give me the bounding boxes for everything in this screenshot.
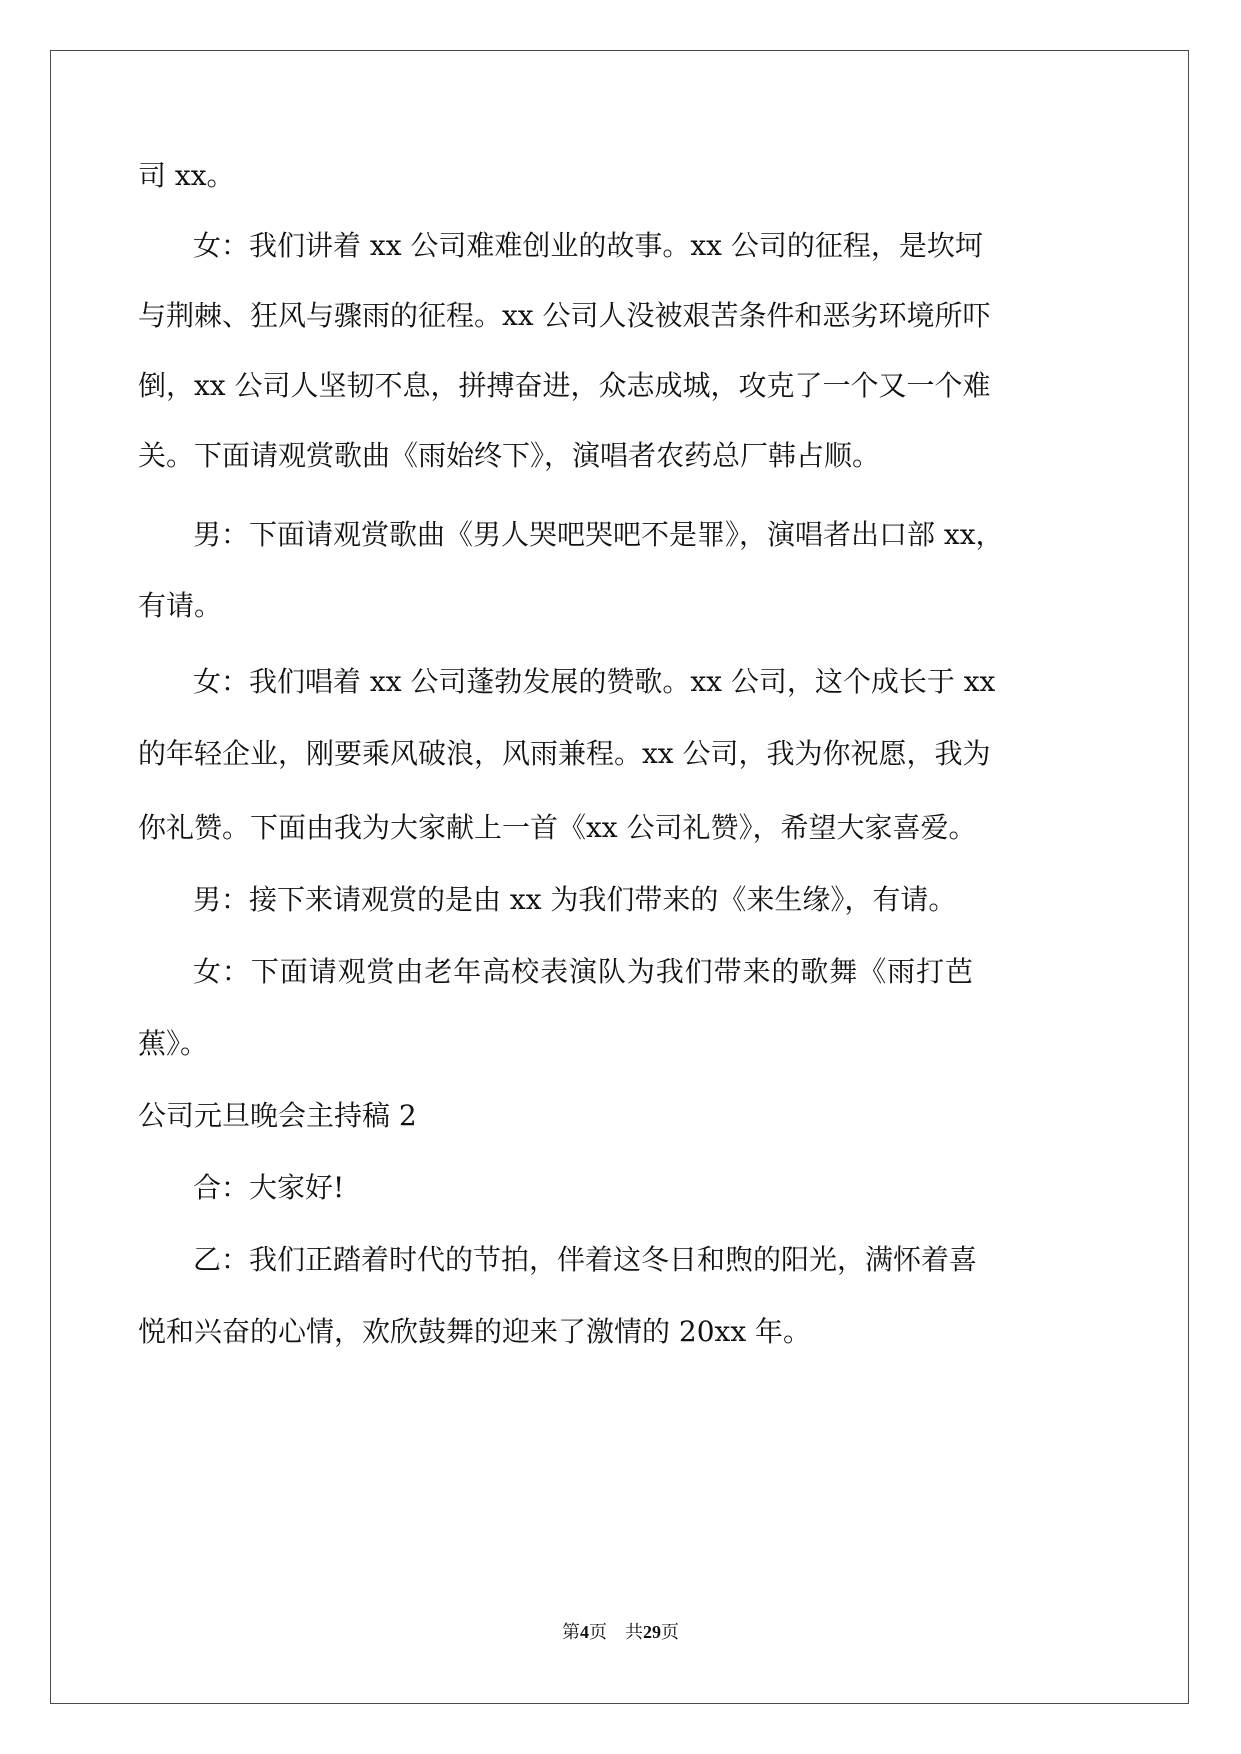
paragraph-line: 合：大家好! <box>193 1171 345 1204</box>
paragraph-line: 与荆棘、狂风与骤雨的征程。xx 公司人没被艰苦条件和恶劣环境所吓 <box>138 299 991 332</box>
paragraph-line: 男：接下来请观赏的是由 xx 为我们带来的《来生缘》，有请。 <box>193 883 957 916</box>
section-heading: 公司元旦晚会主持稿 2 <box>138 1099 417 1132</box>
paragraph-line: 女：下面请观赏由老年高校表演队为我们带来的歌舞《雨打芭 <box>193 955 973 988</box>
footer-label: 页 <box>661 1622 679 1642</box>
paragraph-line: 司 xx。 <box>138 159 235 192</box>
page-footer <box>0 1618 1241 1644</box>
paragraph-line: 你礼赞。下面由我为大家献上一首《xx 公司礼赞》，希望大家喜爱。 <box>138 811 977 844</box>
paragraph-line: 倒，xx 公司人坚韧不息，拼搏奋进，众志成城，攻克了一个又一个难 <box>138 369 991 402</box>
footer-label: 第 <box>562 1622 580 1642</box>
paragraph-line: 的年轻企业，刚要乘风破浪，风雨兼程。xx 公司，我为你祝愿，我为 <box>138 737 991 770</box>
paragraph-line: 男：下面请观赏歌曲《男人哭吧哭吧不是罪》，演唱者出口部 xx， <box>193 518 1004 551</box>
paragraph-line: 女：我们讲着 xx 公司难难创业的故事。xx 公司的征程，是坎坷 <box>193 229 983 262</box>
paragraph-line: 悦和兴奋的心情，欢欣鼓舞的迎来了激情的 20xx 年。 <box>138 1315 812 1348</box>
paragraph-line: 乙：我们正踏着时代的节拍，伴着这冬日和煦的阳光，满怀着喜 <box>193 1243 978 1276</box>
paragraph-line: 蕉》。 <box>138 1027 209 1060</box>
page-number: 4 <box>580 1622 589 1642</box>
page-total: 29 <box>643 1622 661 1642</box>
paragraph-line: 关。下面请观赏歌曲《雨始终下》，演唱者农药总厂韩占顺。 <box>138 439 881 472</box>
footer-label: 页 共 <box>589 1622 643 1642</box>
paragraph-line: 有请。 <box>138 589 223 622</box>
paragraph-line: 女：我们唱着 xx 公司蓬勃发展的赞歌。xx 公司，这个成长于 xx <box>193 665 996 698</box>
